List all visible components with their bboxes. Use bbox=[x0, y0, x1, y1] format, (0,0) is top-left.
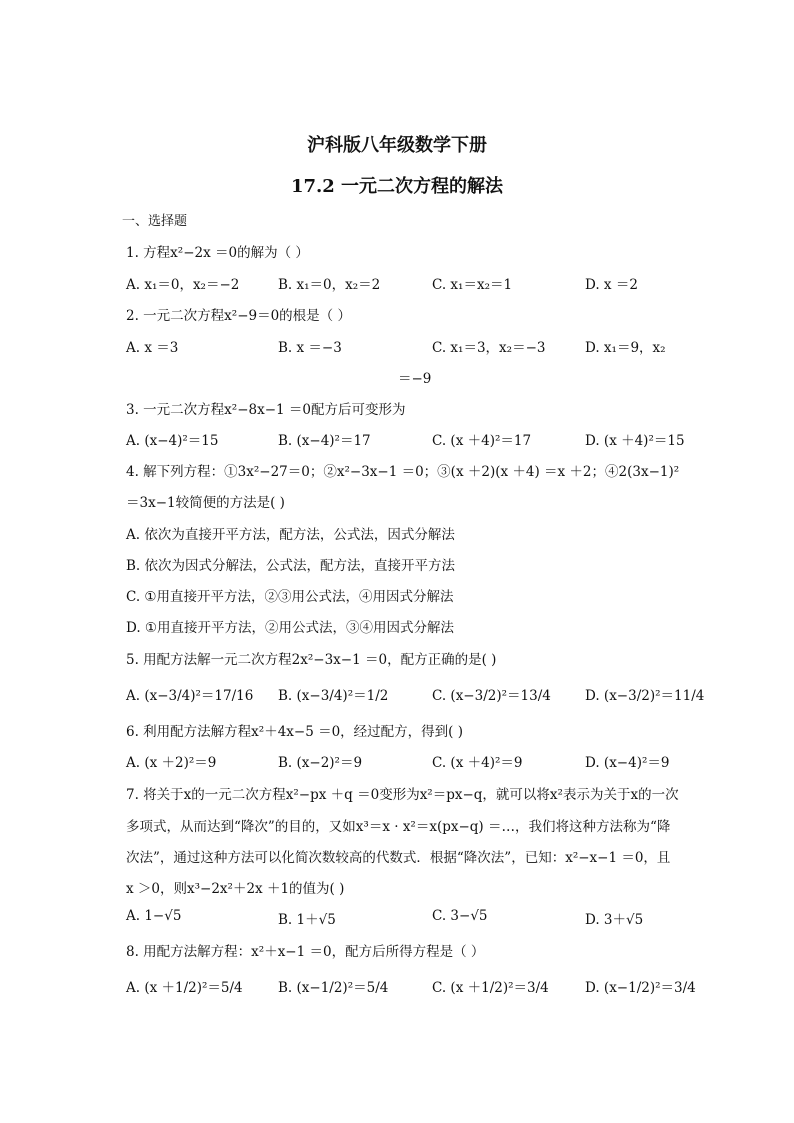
question-2-options bbox=[126, 336, 706, 356]
document-subtitle: 17.2 一元二次方程的解法 bbox=[290, 176, 504, 197]
question-2-option-a: A. x ＝3 bbox=[126, 340, 179, 356]
question-4-stem-continued: ＝3x−1较简便的方法是( ) bbox=[126, 495, 285, 511]
question-6-option-c: C. (x ＋4)²＝9 bbox=[432, 755, 523, 771]
question-6-option-d: D. (x−4)²＝9 bbox=[585, 755, 670, 771]
document-title: 沪科版八年级数学下册 bbox=[307, 135, 487, 156]
question-6-option-b: B. (x−2)²＝9 bbox=[278, 755, 363, 771]
question-5-option-d: D. (x−3/2)²＝11/4 bbox=[585, 688, 705, 704]
question-3-option-a: A. (x−4)²＝15 bbox=[126, 433, 219, 449]
question-2-option-d: D. x₁＝9，x₂ bbox=[585, 340, 666, 356]
question-8-options bbox=[126, 976, 706, 996]
question-7-line-3: 次法”，通过这种方法可以化简次数较高的代数式．根据“降次法”，已知：x²−x−1 ＝0，且 bbox=[126, 850, 671, 866]
question-1-option-c: C. x₁＝x₂＝1 bbox=[432, 277, 513, 293]
question-2-stem: 2. 一元二次方程x²−9＝0的根是（ ） bbox=[126, 308, 351, 324]
question-7-option-c: C. 3−√5 bbox=[432, 908, 488, 924]
question-1-option-d: D. x ＝2 bbox=[585, 277, 638, 293]
question-3-stem: 3. 一元二次方程x²−8x−1 ＝0配方后可变形为 bbox=[126, 402, 406, 418]
question-5-options bbox=[126, 684, 706, 704]
question-6-option-a: A. (x ＋2)²＝9 bbox=[126, 755, 217, 771]
question-7-option-a: A. 1−√5 bbox=[126, 908, 182, 924]
question-7-option-d: D. 3＋√5 bbox=[585, 912, 644, 928]
question-4-option-b: B. 依次为因式分解法，公式法，配方法，直接开平方法 bbox=[126, 558, 456, 574]
question-4-stem: 4. 解下列方程：①3x²−27＝0；②x²−3x−1 ＝0；③(x ＋2)(x ＋4) ＝x ＋2；④2(3x−1)² bbox=[126, 464, 680, 480]
question-7-option-b: B. 1＋√5 bbox=[278, 912, 336, 928]
question-3-option-d: D. (x ＋4)²＝15 bbox=[585, 433, 685, 449]
question-1-option-a: A. x₁＝0，x₂＝−2 bbox=[126, 277, 240, 293]
question-6-stem: 6. 利用配方法解方程x²＋4x−5 ＝0，经过配方，得到( ) bbox=[126, 724, 464, 740]
question-2-option-c: C. x₁＝3，x₂＝−3 bbox=[432, 340, 546, 356]
question-8-option-b: B. (x−1/2)²＝5/4 bbox=[278, 980, 389, 996]
question-7-line-4: x ＞0，则x³−2x²＋2x ＋1的值为( ) bbox=[126, 881, 345, 897]
question-6-options bbox=[126, 751, 706, 771]
question-7-line-2: 多项式，从而达到“降次”的目的，又如x³＝x · x²＝x(px−q) ＝…，我们将这种方法称为“降 bbox=[126, 819, 671, 835]
question-5-option-c: C. (x−3/2)²＝13/4 bbox=[432, 688, 551, 704]
question-7-options bbox=[126, 908, 706, 928]
question-2-option-d-continued: ＝−9 bbox=[398, 371, 432, 387]
question-2-option-b: B. x ＝−3 bbox=[278, 340, 342, 356]
question-1-options bbox=[126, 273, 706, 293]
question-1-stem: 1. 方程x²−2x ＝0的解为（ ） bbox=[126, 245, 309, 261]
question-4-option-a: A. 依次为直接开平方法，配方法，公式法，因式分解法 bbox=[126, 527, 455, 543]
question-8-option-d: D. (x−1/2)²＝3/4 bbox=[585, 980, 696, 996]
question-4-option-d: D. ①用直接开平方法，②用公式法，③④用因式分解法 bbox=[126, 620, 455, 636]
question-8-option-c: C. (x ＋1/2)²＝3/4 bbox=[432, 980, 549, 996]
question-3-option-c: C. (x ＋4)²＝17 bbox=[432, 433, 532, 449]
question-3-options bbox=[126, 429, 706, 449]
question-8-option-a: A. (x ＋1/2)²＝5/4 bbox=[126, 980, 243, 996]
section-heading: 一、选择题 bbox=[122, 214, 188, 229]
question-5-option-a: A. (x−3/4)²＝17/16 bbox=[126, 688, 254, 704]
question-4-option-c: C. ①用直接开平方法，②③用公式法，④用因式分解法 bbox=[126, 589, 454, 605]
question-8-stem: 8. 用配方法解方程：x²＋x−1 ＝0，配方后所得方程是（ ） bbox=[126, 944, 485, 960]
question-3-option-b: B. (x−4)²＝17 bbox=[278, 433, 371, 449]
question-5-stem: 5. 用配方法解一元二次方程2x²−3x−1 ＝0，配方正确的是( ) bbox=[126, 652, 497, 668]
question-1-option-b: B. x₁＝0，x₂＝2 bbox=[278, 277, 381, 293]
question-5-option-b: B. (x−3/4)²＝1/2 bbox=[278, 688, 389, 704]
question-7-line-1: 7. 将关于x的一元二次方程x²−px ＋q ＝0变形为x²＝px−q，就可以将x²表示为关于x的一次 bbox=[126, 787, 679, 803]
